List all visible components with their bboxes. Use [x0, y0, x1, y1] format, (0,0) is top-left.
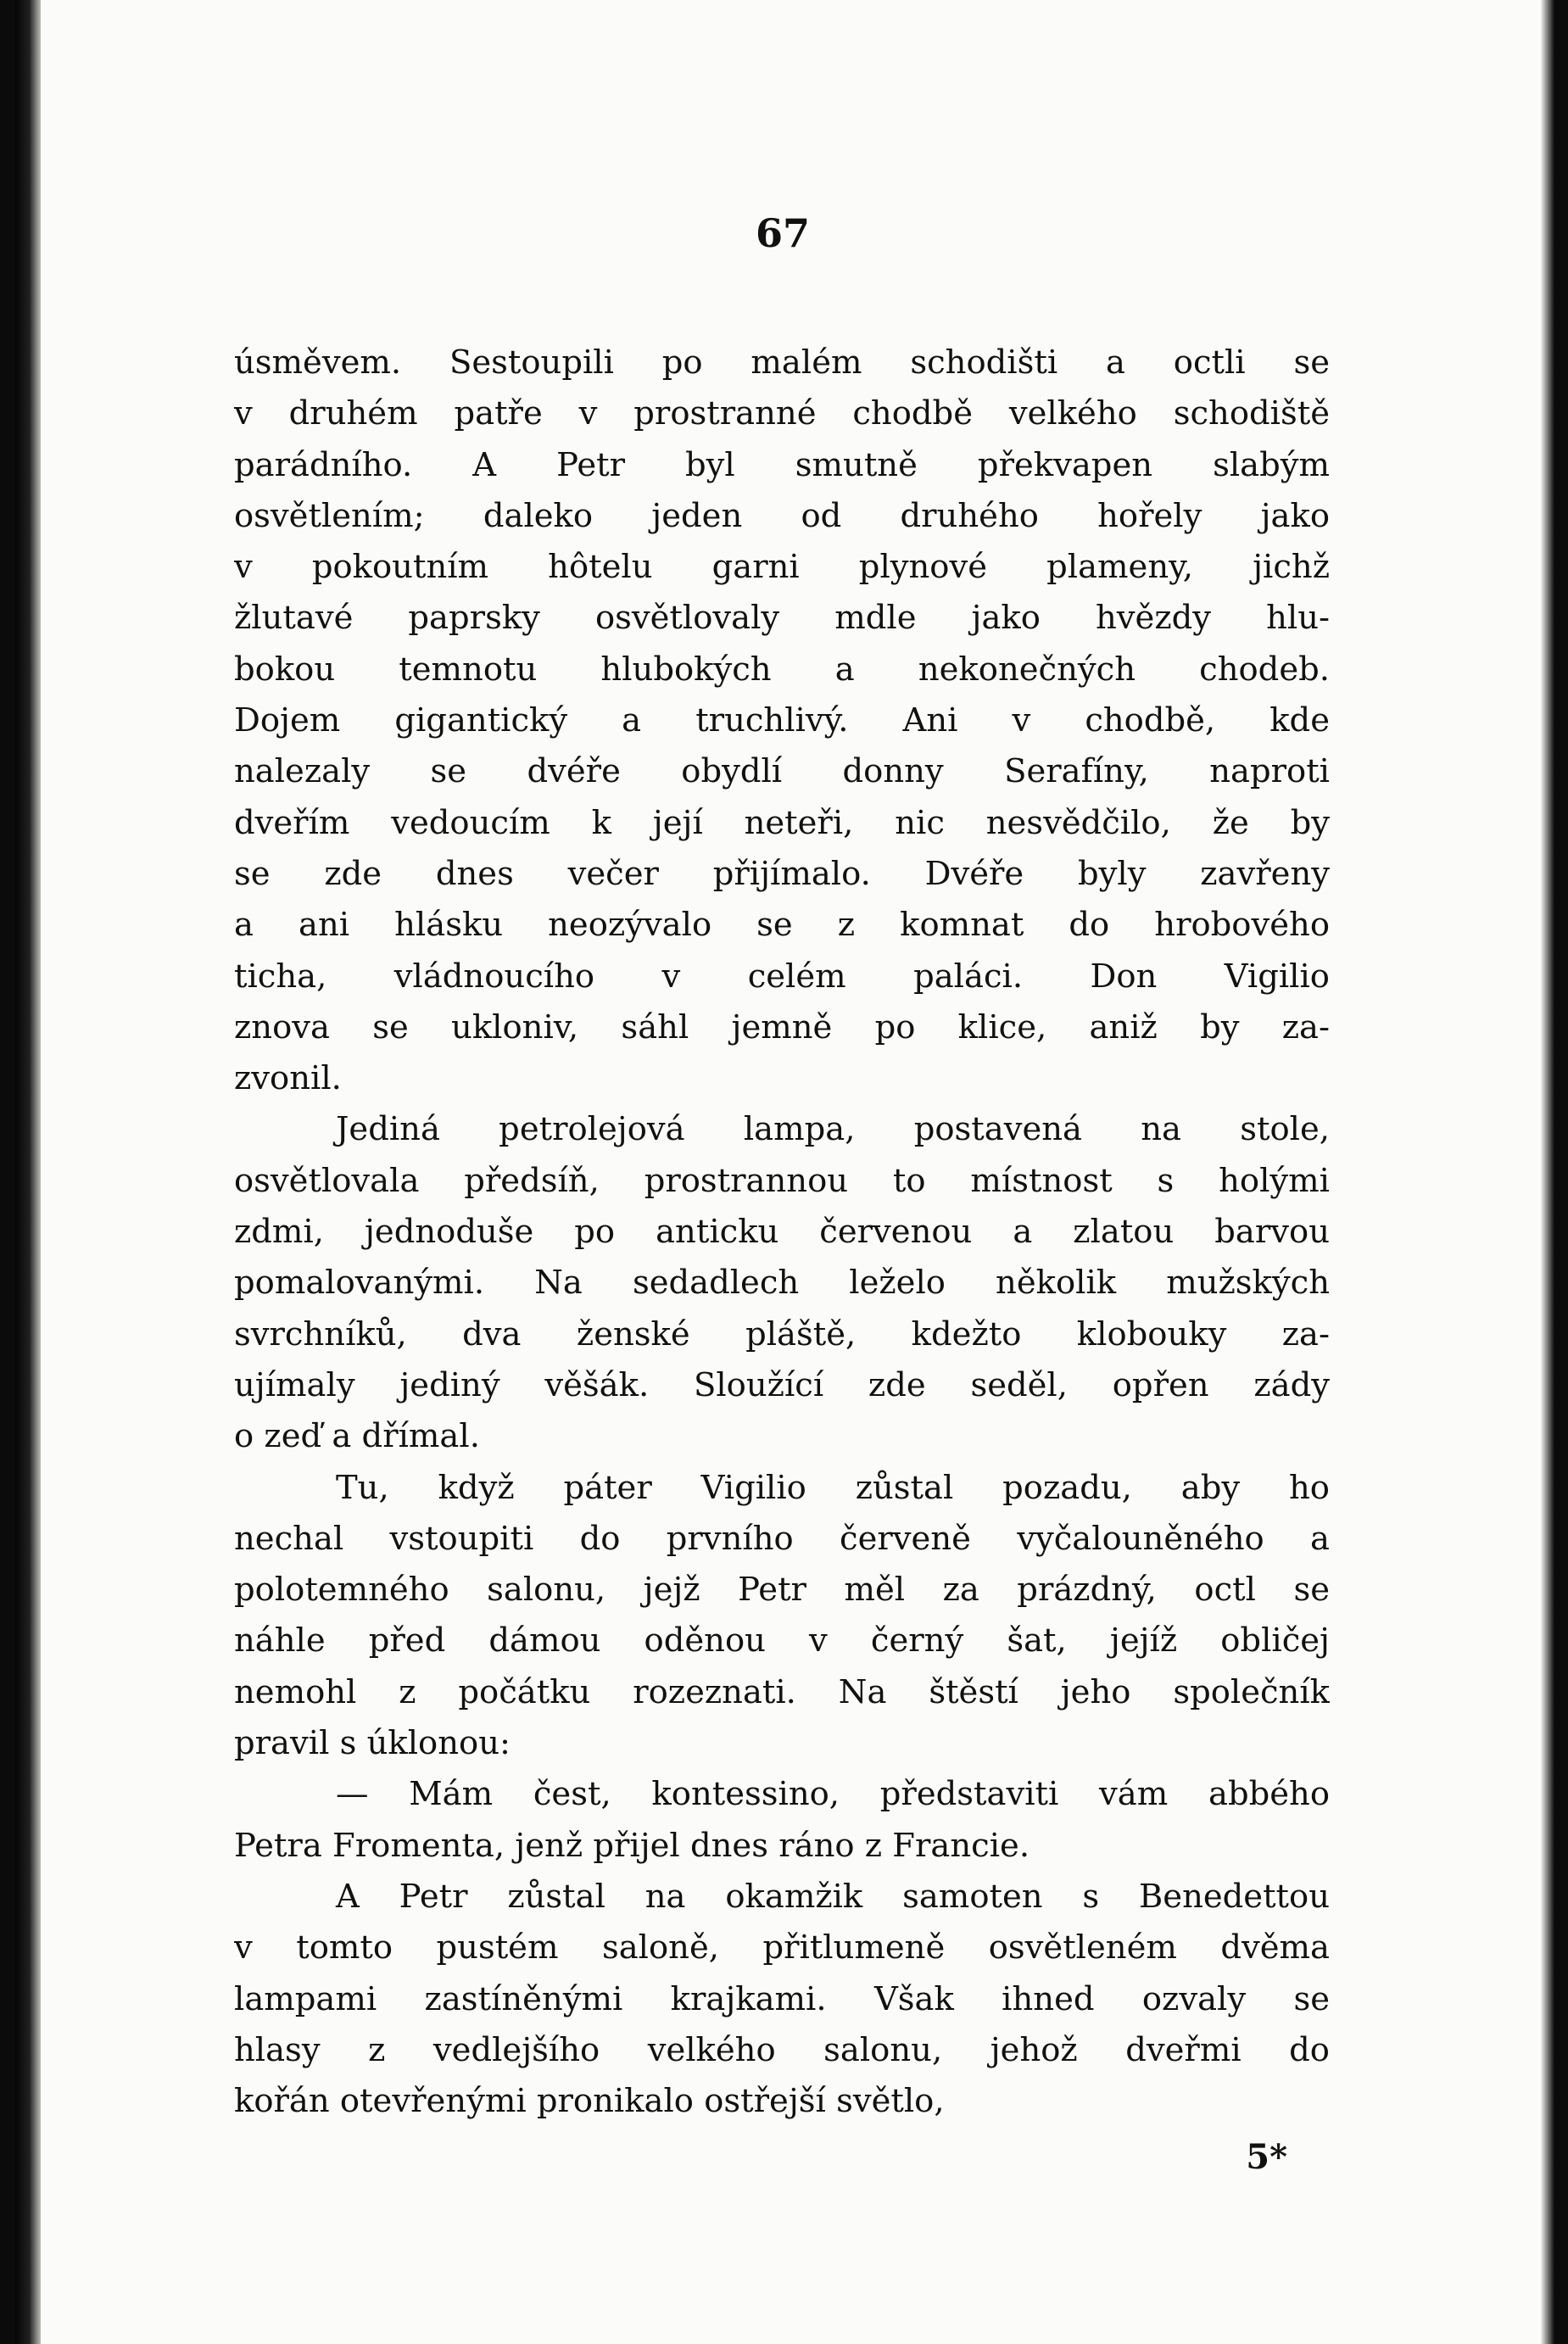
body-text: [234, 338, 1330, 2127]
text-line: A Petr zůstal na okamžik samoten s Benedettou: [336, 1877, 1330, 1916]
book-page: [15, 0, 1554, 2344]
text-line: polotemného salonu, jejž Petr měl za prázdný, octl se: [234, 1571, 1330, 1610]
text-line: — Mám čest, kontessino, představiti vám abbého: [336, 1775, 1330, 1814]
text-line: nechal vstoupiti do prvního červeně vyčalouněného a: [234, 1519, 1330, 1558]
text-line: v druhém patře v prostranné chodbě velkého schodiště: [234, 394, 1330, 433]
text-line: hlasy z vedlejšího velkého salonu, jehož dveřmi do: [234, 2030, 1330, 2069]
text-line: nalezaly se dvéře obydlí donny Serafíny, naproti: [234, 752, 1330, 791]
page-edge-shadow: [1541, 0, 1554, 2344]
binding-edge: [15, 0, 41, 2344]
text-line: bokou temnotu hlubokých a nekonečných chodeb.: [234, 650, 1330, 689]
text-line: úsměvem. Sestoupili po malém schodišti a octli se: [234, 343, 1330, 382]
text-line: v pokoutním hôtelu garni plynové plameny, jichž: [234, 548, 1330, 587]
text-line: ujímaly jediný věšák. Sloužící zde seděl, opřen zády: [234, 1365, 1330, 1404]
text-line: svrchníků, dva ženské pláště, kdežto klobouky za-: [234, 1314, 1330, 1353]
text-line: kořán otevřenými pronikalo ostřejší světlo,: [234, 2082, 945, 2121]
text-line: se zde dnes večer přijímalo. Dvéře byly zavřeny: [234, 854, 1330, 893]
text-line: pomalovanými. Na sedadlech leželo několik mužských: [234, 1264, 1330, 1303]
text-line: pravil s úklonou:: [234, 1724, 511, 1763]
text-line: Tu, když páter Vigilio zůstal pozadu, aby ho: [336, 1468, 1330, 1507]
signature-mark: 5*: [1246, 2137, 1287, 2177]
text-line: žlutavé paprsky osvětlovaly mdle jako hvězdy hlu-: [234, 599, 1330, 638]
text-line: nemohl z počátku rozeznati. Na štěstí jeho společník: [234, 1672, 1330, 1711]
text-line: zvonil.: [234, 1059, 342, 1098]
text-line: dveřím vedoucím k její neteři, nic nesvědčilo, že by: [234, 803, 1330, 842]
text-line: a ani hlásku neozývalo se z komnat do hrobového: [234, 906, 1330, 945]
text-line: ticha, vládnoucího v celém paláci. Don Vigilio: [234, 957, 1330, 996]
text-line: lampami zastíněnými krajkami. Však ihned ozvaly se: [234, 1979, 1330, 2018]
text-line: zdmi, jednoduše po anticku červenou a zlatou barvou: [234, 1213, 1330, 1252]
page-number: 67: [755, 210, 810, 256]
text-line: Dojem gigantický a truchlivý. Ani v chodbě, kde: [234, 701, 1330, 740]
text-line: náhle před dámou oděnou v černý šat, jejíž obličej: [234, 1621, 1330, 1660]
text-line: Petra Fromenta, jenž přijel dnes ráno z Francie.: [234, 1826, 1030, 1865]
text-line: osvětlením; daleko jeden od druhého hořely jako: [234, 496, 1330, 535]
text-line: parádního. A Petr byl smutně překvapen slabým: [234, 445, 1330, 484]
text-line: osvětlovala předsíň, prostrannou to místnost s holými: [234, 1161, 1330, 1200]
text-line: v tomto pustém saloně, přitlumeně osvětleném dvěma: [234, 1928, 1330, 1967]
text-line: o zeď a dřímal.: [234, 1417, 480, 1456]
text-line: Jediná petrolejová lampa, postavená na stole,: [336, 1110, 1330, 1149]
text-line: znova se ukloniv, sáhl jemně po klice, aniž by za-: [234, 1007, 1330, 1046]
